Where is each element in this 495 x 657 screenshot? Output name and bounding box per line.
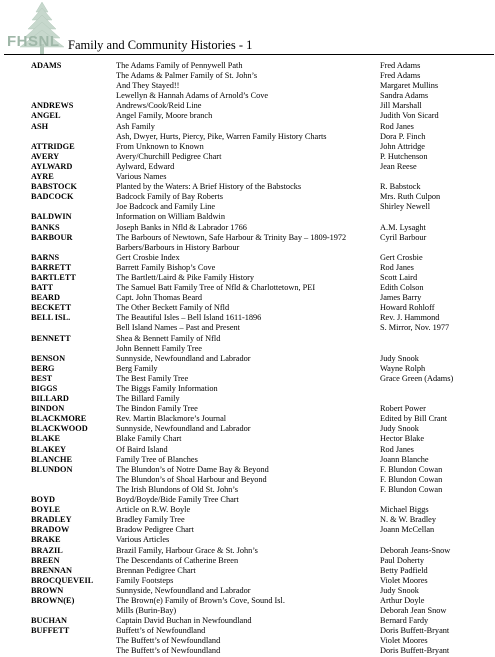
surname-cell: BUFFETT	[31, 626, 70, 636]
list-item	[0, 243, 495, 253]
surname-cell: BARRETT	[31, 262, 72, 272]
list-item	[0, 445, 495, 455]
surname-cell: AYLWARD	[31, 161, 73, 171]
title-cell: The Descendants of Catherine Breen	[116, 555, 239, 565]
list-item	[0, 111, 495, 121]
list-item	[0, 122, 495, 132]
title-cell: Family Tree of Blanches	[116, 454, 198, 464]
list-item	[0, 556, 495, 566]
logo-text: FHSNL	[7, 33, 60, 50]
surname-cell: BLAKE	[31, 434, 61, 444]
surname-cell: BOYLE	[31, 505, 61, 515]
title-cell: Rev. Martin Blackmore’s Journal	[116, 414, 227, 424]
author-cell: Howard Rohloff	[380, 303, 435, 313]
list-item	[0, 273, 495, 283]
title-cell: Various Names	[116, 172, 167, 182]
author-cell: Arthur Doyle	[380, 595, 425, 605]
title-cell: The Samuel Batt Family Tree of Nfld & Charlottetown, PEI	[116, 283, 316, 293]
list-item	[0, 374, 495, 384]
surname-cell: BILLARD	[31, 394, 69, 404]
author-cell: James Barry	[380, 293, 422, 303]
title-cell: Angel Family, Moore branch	[116, 111, 213, 121]
surname-cell: BOYD	[31, 495, 55, 505]
surname-cell: BRADLEY	[31, 515, 72, 525]
surname-cell: BROWN(E)	[31, 595, 75, 605]
list-item	[0, 71, 495, 81]
surname-cell: BROCQUEVEIL	[31, 575, 94, 585]
surname-cell: BARTLETT	[31, 272, 76, 282]
title-cell: Joseph Banks in Nfld & Labrador 1766	[116, 222, 247, 232]
list-item	[0, 182, 495, 192]
list-item	[0, 354, 495, 364]
list-item	[0, 81, 495, 91]
title-cell: The Blundon’s of Notre Dame Bay & Beyond	[116, 464, 269, 474]
title-cell: The Adams & Palmer Family of St. John’s	[116, 71, 258, 81]
author-cell: Cyril Barbour	[380, 232, 427, 242]
surname-cell: ASH	[31, 121, 49, 131]
author-cell: Fred Adams	[380, 61, 421, 70]
title-cell: Mills (Burin-Bay)	[116, 606, 177, 616]
author-cell: Rev. J. Hammond	[380, 313, 440, 323]
title-cell: Article on R.W. Boyle	[116, 505, 191, 515]
surname-cell: BECKETT	[31, 303, 72, 313]
list-item	[0, 475, 495, 485]
list-item	[0, 202, 495, 212]
title-cell: Capt. John Thomas Beard	[116, 293, 203, 303]
title-cell: Boyd/Boyde/Bide Family Tree Chart	[116, 495, 239, 505]
author-cell: Judy Snook	[380, 424, 419, 434]
list-item	[0, 384, 495, 394]
author-cell: Edited by Bill Crant	[380, 414, 448, 424]
list-item	[0, 515, 495, 525]
list-item	[0, 626, 495, 636]
surname-cell: BABSTOCK	[31, 182, 77, 192]
author-cell: Deborah Jeans-Snow	[380, 545, 451, 555]
author-cell: Robert Power	[380, 404, 426, 414]
author-cell: Doris Buffett-Bryant	[380, 646, 450, 656]
page-header	[0, 0, 495, 58]
title-cell: Various Articles	[116, 535, 170, 545]
list-item	[0, 404, 495, 414]
author-cell: Wayne Rolph	[380, 363, 426, 373]
title-cell: The Other Beckett Family of Nfld	[116, 303, 230, 313]
author-cell: Judith Von Sicard	[380, 111, 439, 121]
page-title: Family and Community Histories - 1	[68, 38, 253, 52]
list-item	[0, 172, 495, 182]
surname-cell: BADCOCK	[31, 192, 74, 202]
surname-cell: BENNETT	[31, 333, 71, 343]
title-cell: Sunnyside, Newfoundland and Labrador	[116, 353, 251, 363]
surname-cell: BARBOUR	[31, 232, 73, 242]
surname-cell: BRENNAN	[31, 565, 73, 575]
title-cell: Information on William Baldwin	[116, 212, 225, 222]
title-cell: The Beautiful Isles – Bell Island 1611-1896	[116, 313, 262, 323]
surname-cell: AYRE	[31, 172, 54, 182]
author-cell: Scott Laird	[380, 272, 418, 282]
surname-cell: BIGGS	[31, 384, 58, 393]
list-item	[0, 132, 495, 142]
title-cell: Barrett Family Bishop’s Cove	[116, 262, 216, 272]
list-item	[0, 616, 495, 626]
list-item	[0, 535, 495, 545]
list-item	[0, 525, 495, 535]
surname-cell: BLACKWOOD	[31, 424, 88, 434]
title-cell: Brennan Pedigree Chart	[116, 565, 196, 575]
author-cell: Grace Green (Adams)	[380, 373, 454, 383]
list-item	[0, 505, 495, 515]
title-cell: Brazil Family, Harbour Grace & St. John’s	[116, 545, 258, 555]
title-cell: Ash, Dwyer, Hurts, Piercy, Pike, Warren Family History Charts	[116, 131, 327, 141]
author-cell: Jean Reese	[380, 161, 417, 171]
list-item	[0, 253, 495, 263]
title-cell: Berg Family	[116, 363, 158, 373]
author-cell: Judy Snook	[380, 353, 419, 363]
list-item	[0, 313, 495, 323]
title-cell: The Barbours of Newtown, Safe Harbour & Trinity Bay – 1809-1972	[116, 232, 347, 242]
author-cell: F. Blundon Cowan	[380, 484, 443, 494]
title-cell: The Brown(e) Family of Brown’s Cove, Sound Isl.	[116, 595, 285, 605]
title-cell: Of Baird Island	[116, 444, 168, 454]
surname-cell: BREEN	[31, 555, 60, 565]
list-item	[0, 101, 495, 111]
title-cell: Aylward, Edward	[116, 161, 175, 171]
title-cell: Sunnyside, Newfoundland and Labrador	[116, 424, 251, 434]
title-cell: Andrews/Cook/Reid Line	[116, 101, 202, 111]
list-item	[0, 192, 495, 202]
list-item	[0, 283, 495, 293]
list-item	[0, 606, 495, 616]
author-cell: Hector Blake	[380, 434, 425, 444]
title-cell: Captain David Buchan in Newfoundland	[116, 616, 252, 626]
author-cell: Dora P. Finch	[380, 131, 426, 141]
surname-cell: BLAKEY	[31, 444, 67, 454]
title-cell: Badcock Family of Bay Roberts	[116, 192, 223, 202]
author-cell: Rod Janes	[380, 444, 414, 454]
title-cell: Blake Family Chart	[116, 434, 182, 444]
surname-cell: BLUNDON	[31, 464, 73, 474]
list-item	[0, 61, 495, 71]
title-cell: Sunnyside, Newfoundland and Labrador	[116, 585, 251, 595]
author-cell: Jill Marshall	[380, 101, 422, 111]
author-cell: N. & W. Bradley	[380, 515, 436, 525]
surname-cell: ADAMS	[31, 61, 62, 70]
author-cell: Violet Moores	[380, 636, 428, 646]
author-cell: Shirley Newell	[380, 202, 431, 212]
surname-cell: BLANCHE	[31, 454, 73, 464]
surname-cell: ATTRIDGE	[31, 141, 75, 151]
list-item	[0, 414, 495, 424]
author-cell: R. Babstock	[380, 182, 421, 192]
list-item	[0, 495, 495, 505]
histories-list	[0, 61, 495, 657]
author-cell: Rod Janes	[380, 121, 414, 131]
title-cell: The Biggs Family Information	[116, 384, 218, 393]
list-item	[0, 344, 495, 354]
list-item	[0, 212, 495, 222]
title-cell: Planted by the Waters: A Brief History of the Babstocks	[116, 182, 302, 192]
author-cell: Deborah Jean Snow	[380, 606, 447, 616]
list-item	[0, 323, 495, 333]
surname-cell: BATT	[31, 283, 53, 293]
author-cell: Fred Adams	[380, 71, 421, 81]
author-cell: Judy Snook	[380, 585, 419, 595]
author-cell: Michael Biggs	[380, 505, 429, 515]
author-cell: P. Hutchenson	[380, 151, 428, 161]
title-cell: The Bartlett/Laird & Pike Family History	[116, 272, 255, 282]
surname-cell: BRADOW	[31, 525, 70, 535]
surname-cell: BRAKE	[31, 535, 61, 545]
list-item	[0, 293, 495, 303]
list-item	[0, 434, 495, 444]
surname-cell: ANDREWS	[31, 101, 74, 111]
title-cell: Shea & Bennett Family of Nfld	[116, 333, 221, 343]
list-item	[0, 334, 495, 344]
list-item	[0, 91, 495, 101]
author-cell: F. Blundon Cowan	[380, 474, 443, 484]
title-cell: Bradow Pedigree Chart	[116, 525, 194, 535]
title-cell: The Buffett’s of Newfoundland	[116, 646, 221, 656]
author-cell: Gert Crosbie	[380, 252, 423, 262]
title-cell: Lewellyn & Hannah Adams of Arnold’s Cove	[116, 91, 269, 101]
surname-cell: BALDWIN	[31, 212, 72, 222]
title-cell: Bell Island Names – Past and Present	[116, 323, 240, 333]
author-cell: Rod Janes	[380, 262, 414, 272]
list-item	[0, 364, 495, 374]
surname-cell: BERG	[31, 363, 55, 373]
author-cell: Margaret Mullins	[380, 81, 439, 91]
surname-cell: AVERY	[31, 151, 60, 161]
list-item	[0, 576, 495, 586]
list-item	[0, 485, 495, 495]
list-item	[0, 586, 495, 596]
list-item	[0, 162, 495, 172]
list-item	[0, 465, 495, 475]
list-item	[0, 636, 495, 646]
title-cell: Bradley Family Tree	[116, 515, 185, 525]
list-item	[0, 646, 495, 656]
title-cell: Avery/Churchill Pedigree Chart	[116, 151, 222, 161]
list-item	[0, 263, 495, 273]
title-cell: John Bennett Family Tree	[116, 343, 202, 353]
author-cell: Joann McCellan	[380, 525, 435, 535]
title-cell: The Adams Family of Pennywell Path	[116, 61, 243, 70]
title-cell: The Bindon Family Tree	[116, 404, 198, 414]
author-cell: Edith Colson	[380, 283, 424, 293]
surname-cell: BROWN	[31, 585, 64, 595]
surname-cell: BINDON	[31, 404, 65, 414]
author-cell: A.M. Lysaght	[380, 222, 426, 232]
title-cell: And They Stayed!!	[116, 81, 180, 91]
title-cell: The Best Family Tree	[116, 373, 189, 383]
author-cell: Violet Moores	[380, 575, 428, 585]
list-item	[0, 546, 495, 556]
surname-cell: BLACKMORE	[31, 414, 87, 424]
list-item	[0, 455, 495, 465]
title-cell: Family Footsteps	[116, 575, 174, 585]
list-item	[0, 152, 495, 162]
header-divider	[4, 54, 494, 55]
surname-cell: BENSON	[31, 353, 66, 363]
title-cell: The Irish Blundons of Old St. John’s	[116, 484, 238, 494]
author-cell: Bernard Fardy	[380, 616, 429, 626]
title-cell: Ash Family	[116, 121, 155, 131]
list-item	[0, 596, 495, 606]
author-cell: Doris Buffett-Bryant	[380, 626, 450, 636]
author-cell: John Attridge	[380, 141, 425, 151]
author-cell: Sandra Adams	[380, 91, 429, 101]
title-cell: Buffett’s of Newfoundland	[116, 626, 206, 636]
surname-cell: ANGEL	[31, 111, 61, 121]
title-cell: Joe Badcock and Family Line	[116, 202, 216, 212]
author-cell: S. Mirror, Nov. 1977	[380, 323, 450, 333]
author-cell: Joann Blanche	[380, 454, 429, 464]
surname-cell: BRAZIL	[31, 545, 63, 555]
list-item	[0, 142, 495, 152]
author-cell: Paul Doherty	[380, 555, 425, 565]
list-item	[0, 233, 495, 243]
list-item	[0, 566, 495, 576]
list-item	[0, 424, 495, 434]
title-cell: The Billard Family	[116, 394, 180, 404]
surname-cell: BEARD	[31, 293, 61, 303]
title-cell: The Blundon’s of Shoal Harbour and Beyond	[116, 474, 267, 484]
author-cell: Mrs. Ruth Culpon	[380, 192, 441, 202]
title-cell: The Buffett’s of Newfoundland	[116, 636, 221, 646]
surname-cell: BANKS	[31, 222, 60, 232]
list-item	[0, 223, 495, 233]
title-cell: Barbers/Barbours in History Barbour	[116, 242, 240, 252]
title-cell: Gert Crosbie Index	[116, 252, 180, 262]
author-cell: F. Blundon Cowan	[380, 464, 443, 474]
list-item	[0, 394, 495, 404]
title-cell: From Unknown to Known	[116, 141, 204, 151]
list-item	[0, 303, 495, 313]
surname-cell: BELL ISL.	[31, 313, 71, 323]
surname-cell: BARNS	[31, 252, 60, 262]
surname-cell: BEST	[31, 373, 53, 383]
author-cell: Betty Padfield	[380, 565, 428, 575]
surname-cell: BUCHAN	[31, 616, 67, 626]
